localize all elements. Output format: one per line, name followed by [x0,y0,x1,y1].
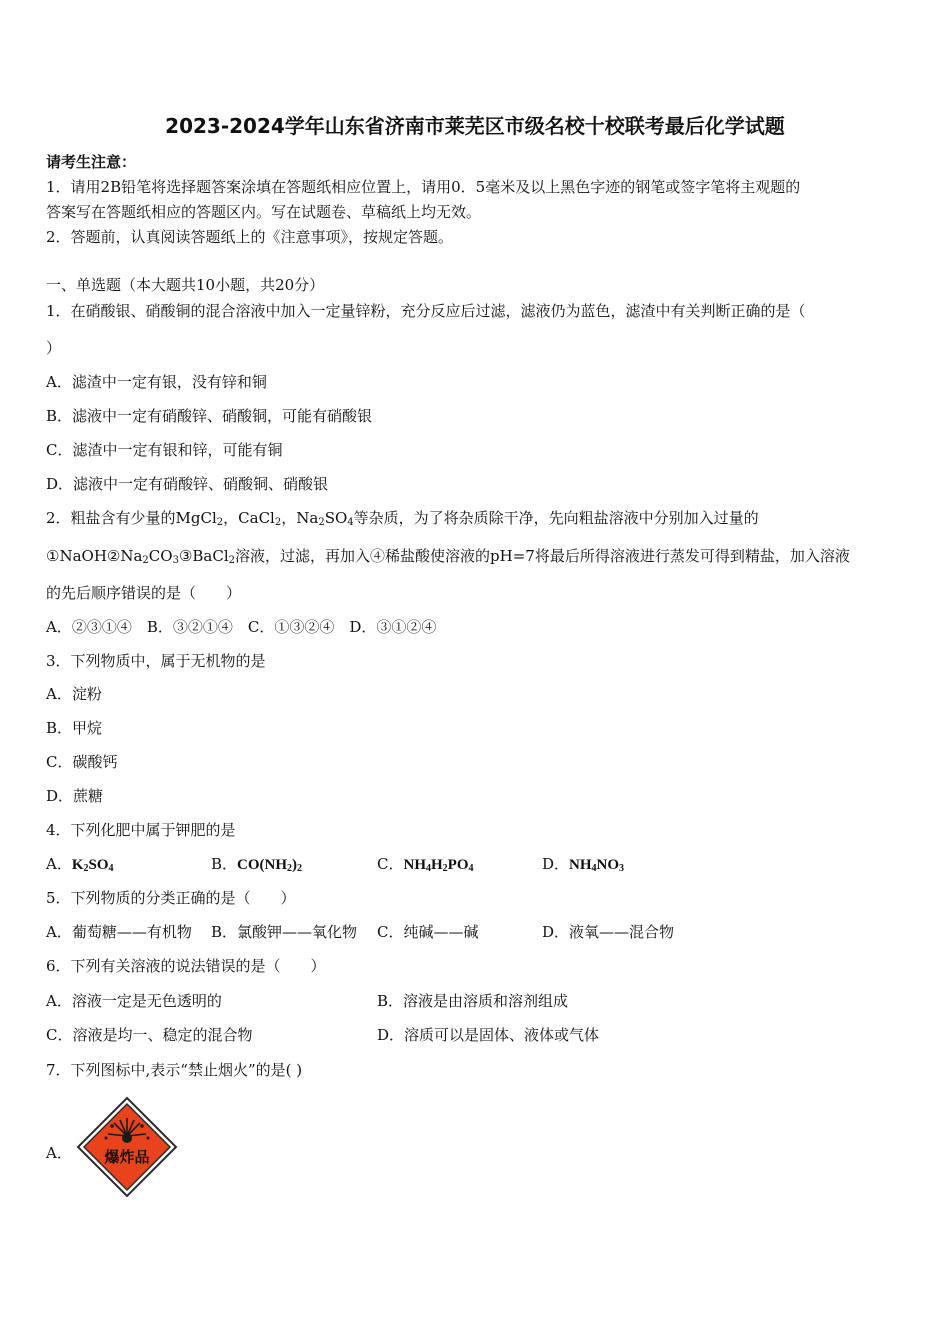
q1-option-d: D．滤液中一定有硝酸锌、硝酸铜、硝酸银 [46,475,329,493]
q5-option-a: A．葡萄糖——有机物 [46,923,192,941]
q7-option-a-label: A． [46,1144,72,1162]
q4-stem: 4．下列化肥中属于钾肥的是 [46,821,236,839]
q5-option-d: D．液氧——混合物 [542,923,675,941]
q3-stem: 3．下列物质中，属于无机物的是 [46,652,266,670]
q3-option-d: D．蔗糖 [46,787,104,805]
notice-heading: 请考生注意： [46,153,137,171]
sign-label: 爆炸品 [104,1148,150,1166]
q4-option-b: B．$CO(NH_2)_2$ [211,855,303,874]
q4-option-c: C．$NH_4H_2PO_4$ [377,855,474,874]
q6-option-d: D．溶质可以是固体、液体或气体 [377,1026,600,1044]
q6-option-c: C．溶液是均一、稳定的混合物 [46,1026,253,1044]
explosion-center [122,1133,132,1143]
q2-stem-line1: 2．粗盐含有少量的MgCl$_2$，CaCl$_2$，$Na_2SO_4$等杂质，为了将杂质除干净，先向粗盐溶液中分别加入过量的 [46,509,759,528]
q4-option-d: D．$NH_4NO_3$ [542,855,625,874]
q1-option-a: A．滤渣中一定有银，没有锌和铜 [46,373,267,391]
q2-options: A．②③①④ B．③②①④ C．①③②④ D．③①②④ [46,618,437,636]
notice-item-2: 2．答题前，认真阅读答题纸上的《注意事项》，按规定答题。 [46,228,454,246]
q1-stem: 1．在硝酸银、硝酸铜的混合溶液中加入一定量锌粉，充分反应后过滤，滤液仍为蓝色，滤渣中有关判断正确的是（ [46,302,806,320]
q1-option-b: B．滤液中一定有硝酸锌、硝酸铜，可能有硝酸银 [46,407,373,425]
q3-option-b: B．甲烷 [46,719,103,737]
q3-option-a: A．淀粉 [46,685,102,703]
q6-option-b: B．溶液是由溶质和溶剂组成 [377,992,569,1010]
q7-stem: 7．下列图标中,表示“禁止烟火”的是( ) [46,1061,303,1079]
q6-option-a: A．溶液一定是无色透明的 [46,992,222,1010]
notice-item-1a: 1．请用2B铅笔将选择题答案涂填在答题纸相应位置上，请用0．5毫米及以上黑色字迹的钢笔或签字笔将主观题的 [46,178,801,196]
notice-item-1b: 答案写在答题纸相应的答题区内。写在试题卷、草稿纸上均无效。 [46,203,482,221]
sign-inner-diamond [84,1104,170,1190]
q5-option-b: B．氯酸钾——氧化物 [211,923,358,941]
section-heading: 一、单选题（本大题共10小题，共20分） [46,276,325,294]
q1-option-c: C．滤渣中一定有银和锌，可能有铜 [46,441,283,459]
q5-option-c: C．纯碱——碱 [377,923,479,941]
page-title: 2023-2024学年山东省济南市莱芜区市级名校十校联考最后化学试题 [165,114,785,138]
q2-stem-line2: $①NaOH②Na_2CO_3③BaCl_2$溶液，过滤，再加入④稀盐酸使溶液的pH=7将最后所得溶液进行蒸发可得到精盐，加入溶液 [46,547,850,566]
q1-stem-end: ） [46,339,62,357]
q4-option-a: A．$K_2SO_4$ [46,855,114,874]
q2-stem-line3: 的先后顺序错误的是（ ） [46,584,242,602]
q5-stem: 5．下列物质的分类正确的是（ ） [46,889,296,907]
q6-stem: 6．下列有关溶液的说法错误的是（ ） [46,957,326,975]
explosive-sign-icon [76,1096,178,1198]
q3-option-c: C．碳酸钙 [46,753,118,771]
